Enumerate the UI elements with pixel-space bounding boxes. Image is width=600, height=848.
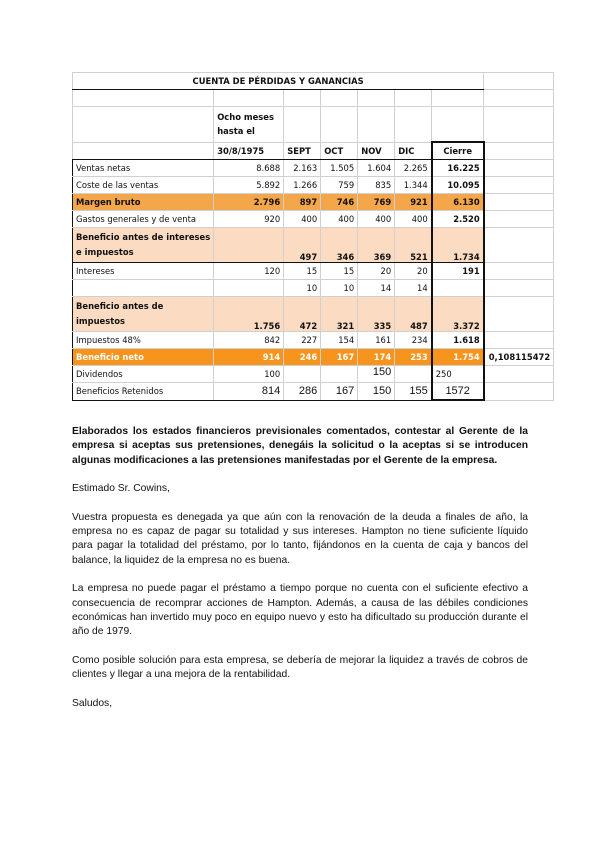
row-dividendos: Dividendos 100 150 250 [73, 366, 554, 383]
row-intereses: Intereses 120 15 15 20 20 191 [73, 263, 554, 280]
row-margen: Margen bruto 2.796 897 746 769 921 6.130 [73, 194, 554, 211]
header-nov: NOV [358, 142, 395, 160]
row-neto: Beneficio neto 914 246 167 174 253 1.754 0,108115472 [73, 349, 554, 366]
header-dic: DIC [395, 142, 432, 160]
header-cierre: Cierre [432, 142, 484, 160]
intro-paragraph: Elaborados los estados financieros previsionales comentados, contestar al Gerente de la empresa si aceptas sus pretensiones, denegáis la solicitud o la aceptas si se introducen algunas modificaciones a las pretensiones manifestadas por el Gerente de la empresa. [72, 426, 528, 466]
closing: Saludos, [72, 697, 113, 709]
paragraph-2: La empresa no puede pagar el préstamo a tiempo porque no cuenta con el suficiente efectivo a consecuencia de recomprar acciones de Hampton. Además, a causa de las débiles condiciones económicas han invertido muy poco en equipo nuevo y esto ha dificultado su producción durante el año de 1979. [72, 583, 528, 638]
header-sept: SEPT [284, 142, 321, 160]
row-bai-intereses: Beneficio antes de intereses e impuestos 497 346 369 521 1.734 [73, 228, 554, 263]
header-period-line1: Ocho meses [217, 112, 274, 123]
row-coste: Coste de las ventas 5.892 1.266 759 835 1.344 10.095 [73, 177, 554, 194]
row-extra: 10 10 14 14 [73, 280, 554, 297]
header-period [214, 107, 284, 143]
row-retenidos: Beneficios Retenidos 814 286 167 150 155 1572 [73, 383, 554, 401]
row-bai: Beneficio antes de impuestos 1.756 472 321 335 487 3.372 [73, 297, 554, 332]
paragraph-1: Vuestra propuesta es denegada ya que aún con la renovación de la deuda a finales de año, la empresa no es capaz de pagar su totalidad y sus intereses. Hampton no tiene suficiente líquido para pagar la totalidad del préstamo, por lo tanto, fijándonos en la cuenta de caja y bancos del balance, la liquidez de la empresa no es buena. [72, 511, 528, 566]
row-ventas: Ventas netas 8.688 2.163 1.505 1.604 2.265 16.225 [73, 160, 554, 177]
paragraph-3: Como posible solución para esta empresa, se debería de mejorar la liquidez a través de cobros de clientes y llegar a una mejora de la rentabilidad. [72, 654, 528, 681]
letter-text [72, 425, 528, 725]
pnl-table [72, 72, 554, 401]
row-impuestos: Impuestos 48% 842 227 154 161 234 1.618 [73, 332, 554, 349]
row-gastos: Gastos generales y de venta 920 400 400 400 400 2.520 [73, 211, 554, 228]
table-title: CUENTA DE PÉRDIDAS Y GANANCIAS [73, 73, 484, 90]
net-margin-ratio: 0,108115472 [484, 349, 554, 366]
greeting: Estimado Sr. Cowins, [72, 483, 170, 495]
header-period-line2: hasta el [217, 126, 255, 137]
header-date: 30/8/1975 [214, 142, 284, 160]
header-oct: OCT [321, 142, 358, 160]
